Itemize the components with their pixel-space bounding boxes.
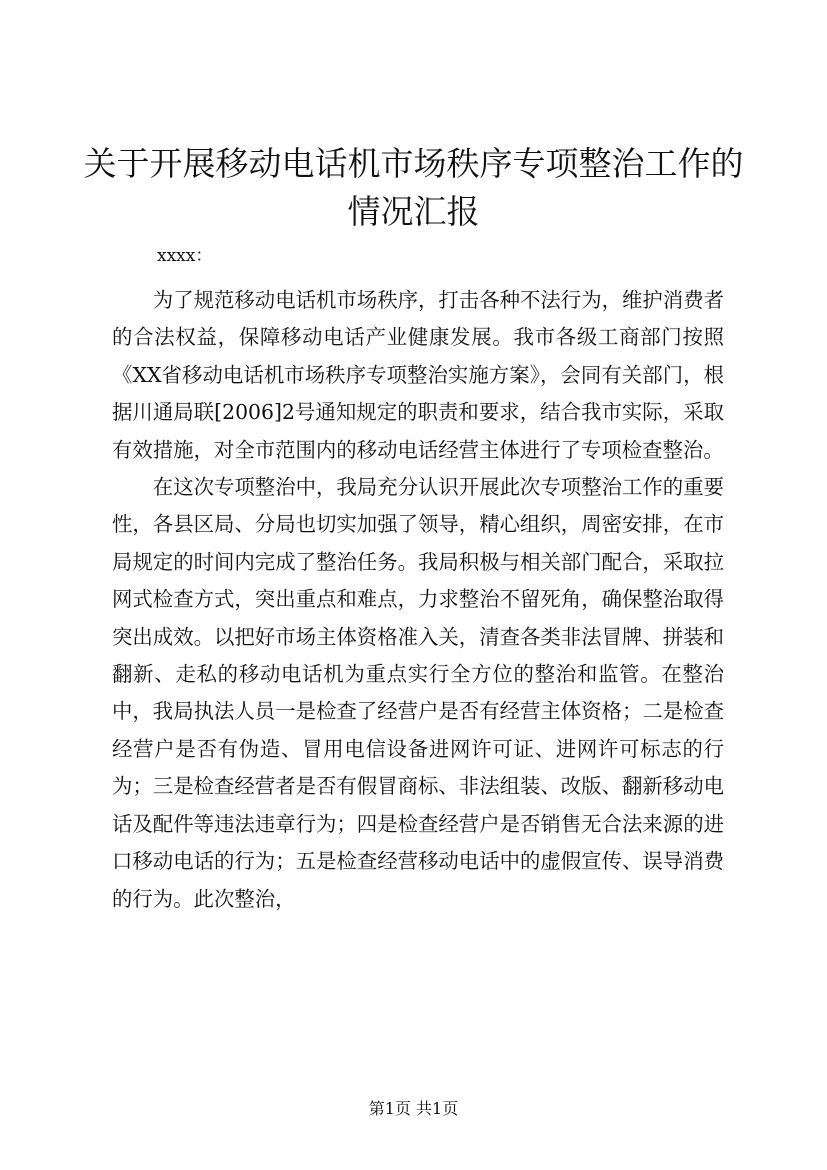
paragraph-1: 为了规范移动电话机市场秩序，打击各种不法行为，维护消费者的合法权益，保障移动电话产业健康发展。我市各级工商部门按照《XX省移动电话机市场秩序专项整治实施方案》，会同有关部门，根据川通局联[2006]2号通知规定的职责和要求，结合我市实际，采取有效措施，对全市范围内的移动电话经营主体进行了专项检查整治。 bbox=[112, 288, 724, 462]
paragraph-2: 在这次专项整治中，我局充分认识开展此次专项整治工作的重要性，各县区局、分局也切实加强了领导，精心组织，周密安排，在市局规定的时间内完成了整治任务。我局积极与相关部门配合，采取拉网式检查方式，突出重点和难点，力求整治不留死角，确保整治取得突出成效。以把好市场主体资格准入关，清查各类非法冒牌、拼装和翻新、走私的移动电话机为重点实行全方位的整治和监管。在整治中，我局执法人员一是检查了经营户是否有经营主体资格；二是检查经营户是否有伪造、冒用电信设备进网许可证、进网许可标志的行为；三是检查经营者是否有假冒商标、非法组装、改版、翻新移动电话及配件等违法违章行为；四是检查经营户是否销售无合法来源的进口移动电话的行为；五是检查经营移动电话中的虚假宣传、误导消费的行为。此次整治， bbox=[112, 475, 724, 911]
salutation: xxxx： bbox=[157, 246, 213, 266]
title-line-2: 情况汇报 bbox=[347, 192, 480, 231]
page-footer: 第1页 共1页 bbox=[368, 1099, 459, 1118]
document-body bbox=[112, 282, 724, 918]
title-line-1: 关于开展移动电话机市场秩序专项整治工作的 bbox=[83, 144, 744, 183]
document-title bbox=[60, 140, 767, 236]
